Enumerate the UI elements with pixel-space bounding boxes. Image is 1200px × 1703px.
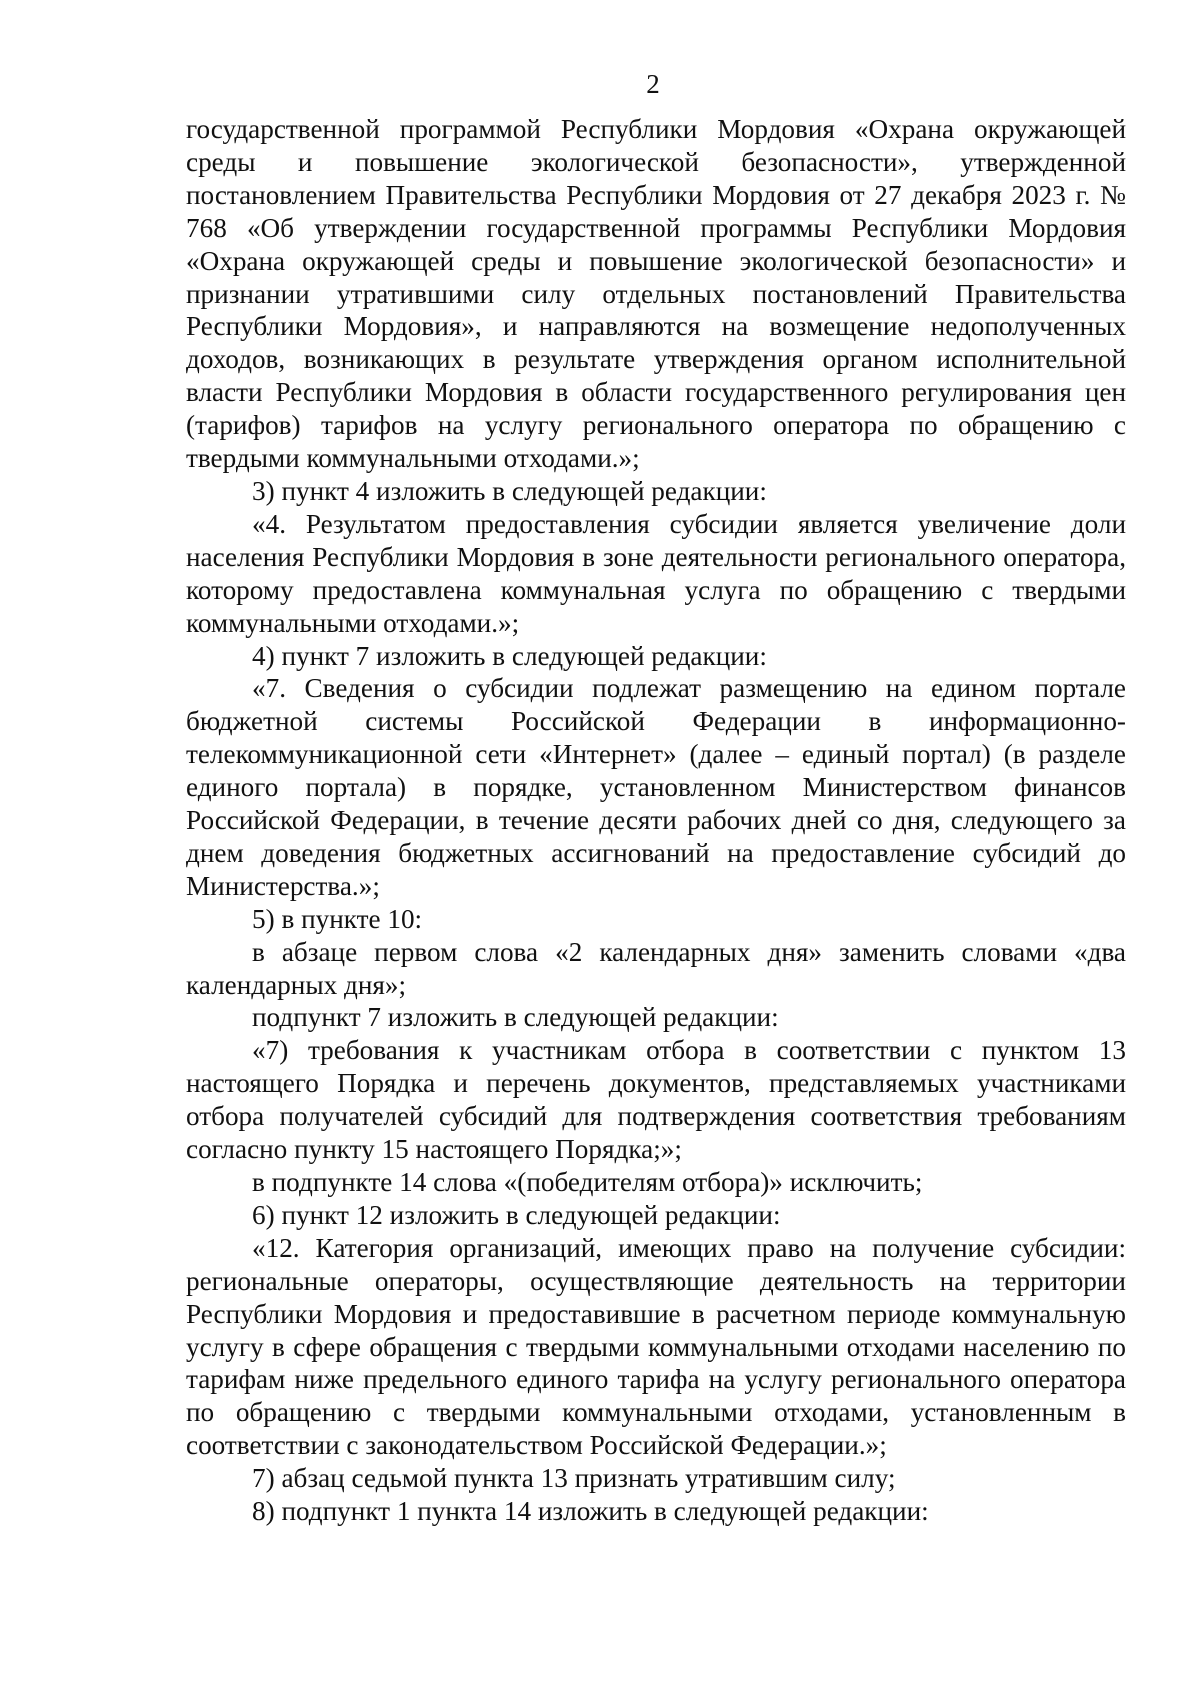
paragraph: государственной программой Республики Мордовия «Охрана окружающей среды и повышение экологической безопасности», утвержденной постановлением Правительства Республики Мордовия от 27 декабря 2023 г. № 768 «Об утверждении государственной программы Республики Мордовия «Охрана окружающей среды и повышение экологической безопасности» и признании утратившими силу отдельных постановлений Правительства Республики Мордовия», и направляются на возмещение недополученных доходов, возникающих в результате утверждения органом исполнительной власти Республики Мордовия в области государственного регулирования цен (тарифов) тарифов на услугу регионального оператора по обращению с твердыми коммунальными отходами.»; [186,114,1126,474]
document-body [186,113,1126,1528]
paragraph: «7. Сведения о субсидии подлежат размещению на едином портале бюджетной системы Российской Федерации в информационно-телекоммуникационной сети «Интернет» (далее – единый портал) (в разделе единого портала) в порядке, установленном Министерством финансов Российской Федерации, в течение десяти рабочих дней со дня, следующего за днем доведения бюджетных ассигнований на предоставление субсидий до Министерства.»; [186,673,1126,901]
paragraph: 3) пункт 4 изложить в следующей редакции: [252,475,767,506]
paragraph: в абзаце первом слова «2 календарных дня» заменить словами «два календарных дня»; [186,936,1126,1000]
paragraph: 4) пункт 7 изложить в следующей редакции: [252,640,767,671]
paragraph: подпункт 7 изложить в следующей редакции: [252,1002,779,1033]
paragraph: 7) абзац седьмой пункта 13 признать утратившим силу; [252,1463,896,1494]
page-number: 2 [646,69,660,99]
paragraph: 8) подпункт 1 пункта 14 изложить в следующей редакции: [252,1496,929,1527]
paragraph: 6) пункт 12 изложить в следующей редакции: [252,1199,781,1230]
paragraph: в подпункте 14 слова «(победителям отбора)» исключить; [252,1167,923,1197]
paragraph: 5) в пункте 10: [252,903,423,934]
paragraph: «12. Категория организаций, имеющих право на получение субсидии: региональные операторы, осуществляющие деятельность на территории Республики Мордовия и предоставившие в расчетном периоде коммунальную услугу в сфере обращения с твердыми коммунальными отходами населению по тарифам ниже предельного единого тарифа на услугу регионального оператора по обращению с твердыми коммунальными отходами, установленным в соответствии с законодательством Российской Федерации.»; [186,1232,1126,1461]
paragraph: «4. Результатом предоставления субсидии является увеличение доли населения Республики Мордовия в зоне деятельности регионального оператора, которому предоставлена коммунальная услуга по обращению с твердыми коммунальными отходами.»; [186,508,1126,638]
paragraph: «7) требования к участникам отбора в соответствии с пунктом 13 настоящего Порядка и перечень документов, представляемых участниками отбора получателей субсидий для подтверждения соответствия требованиям согласно пункту 15 настоящего Порядка;»; [186,1035,1126,1165]
